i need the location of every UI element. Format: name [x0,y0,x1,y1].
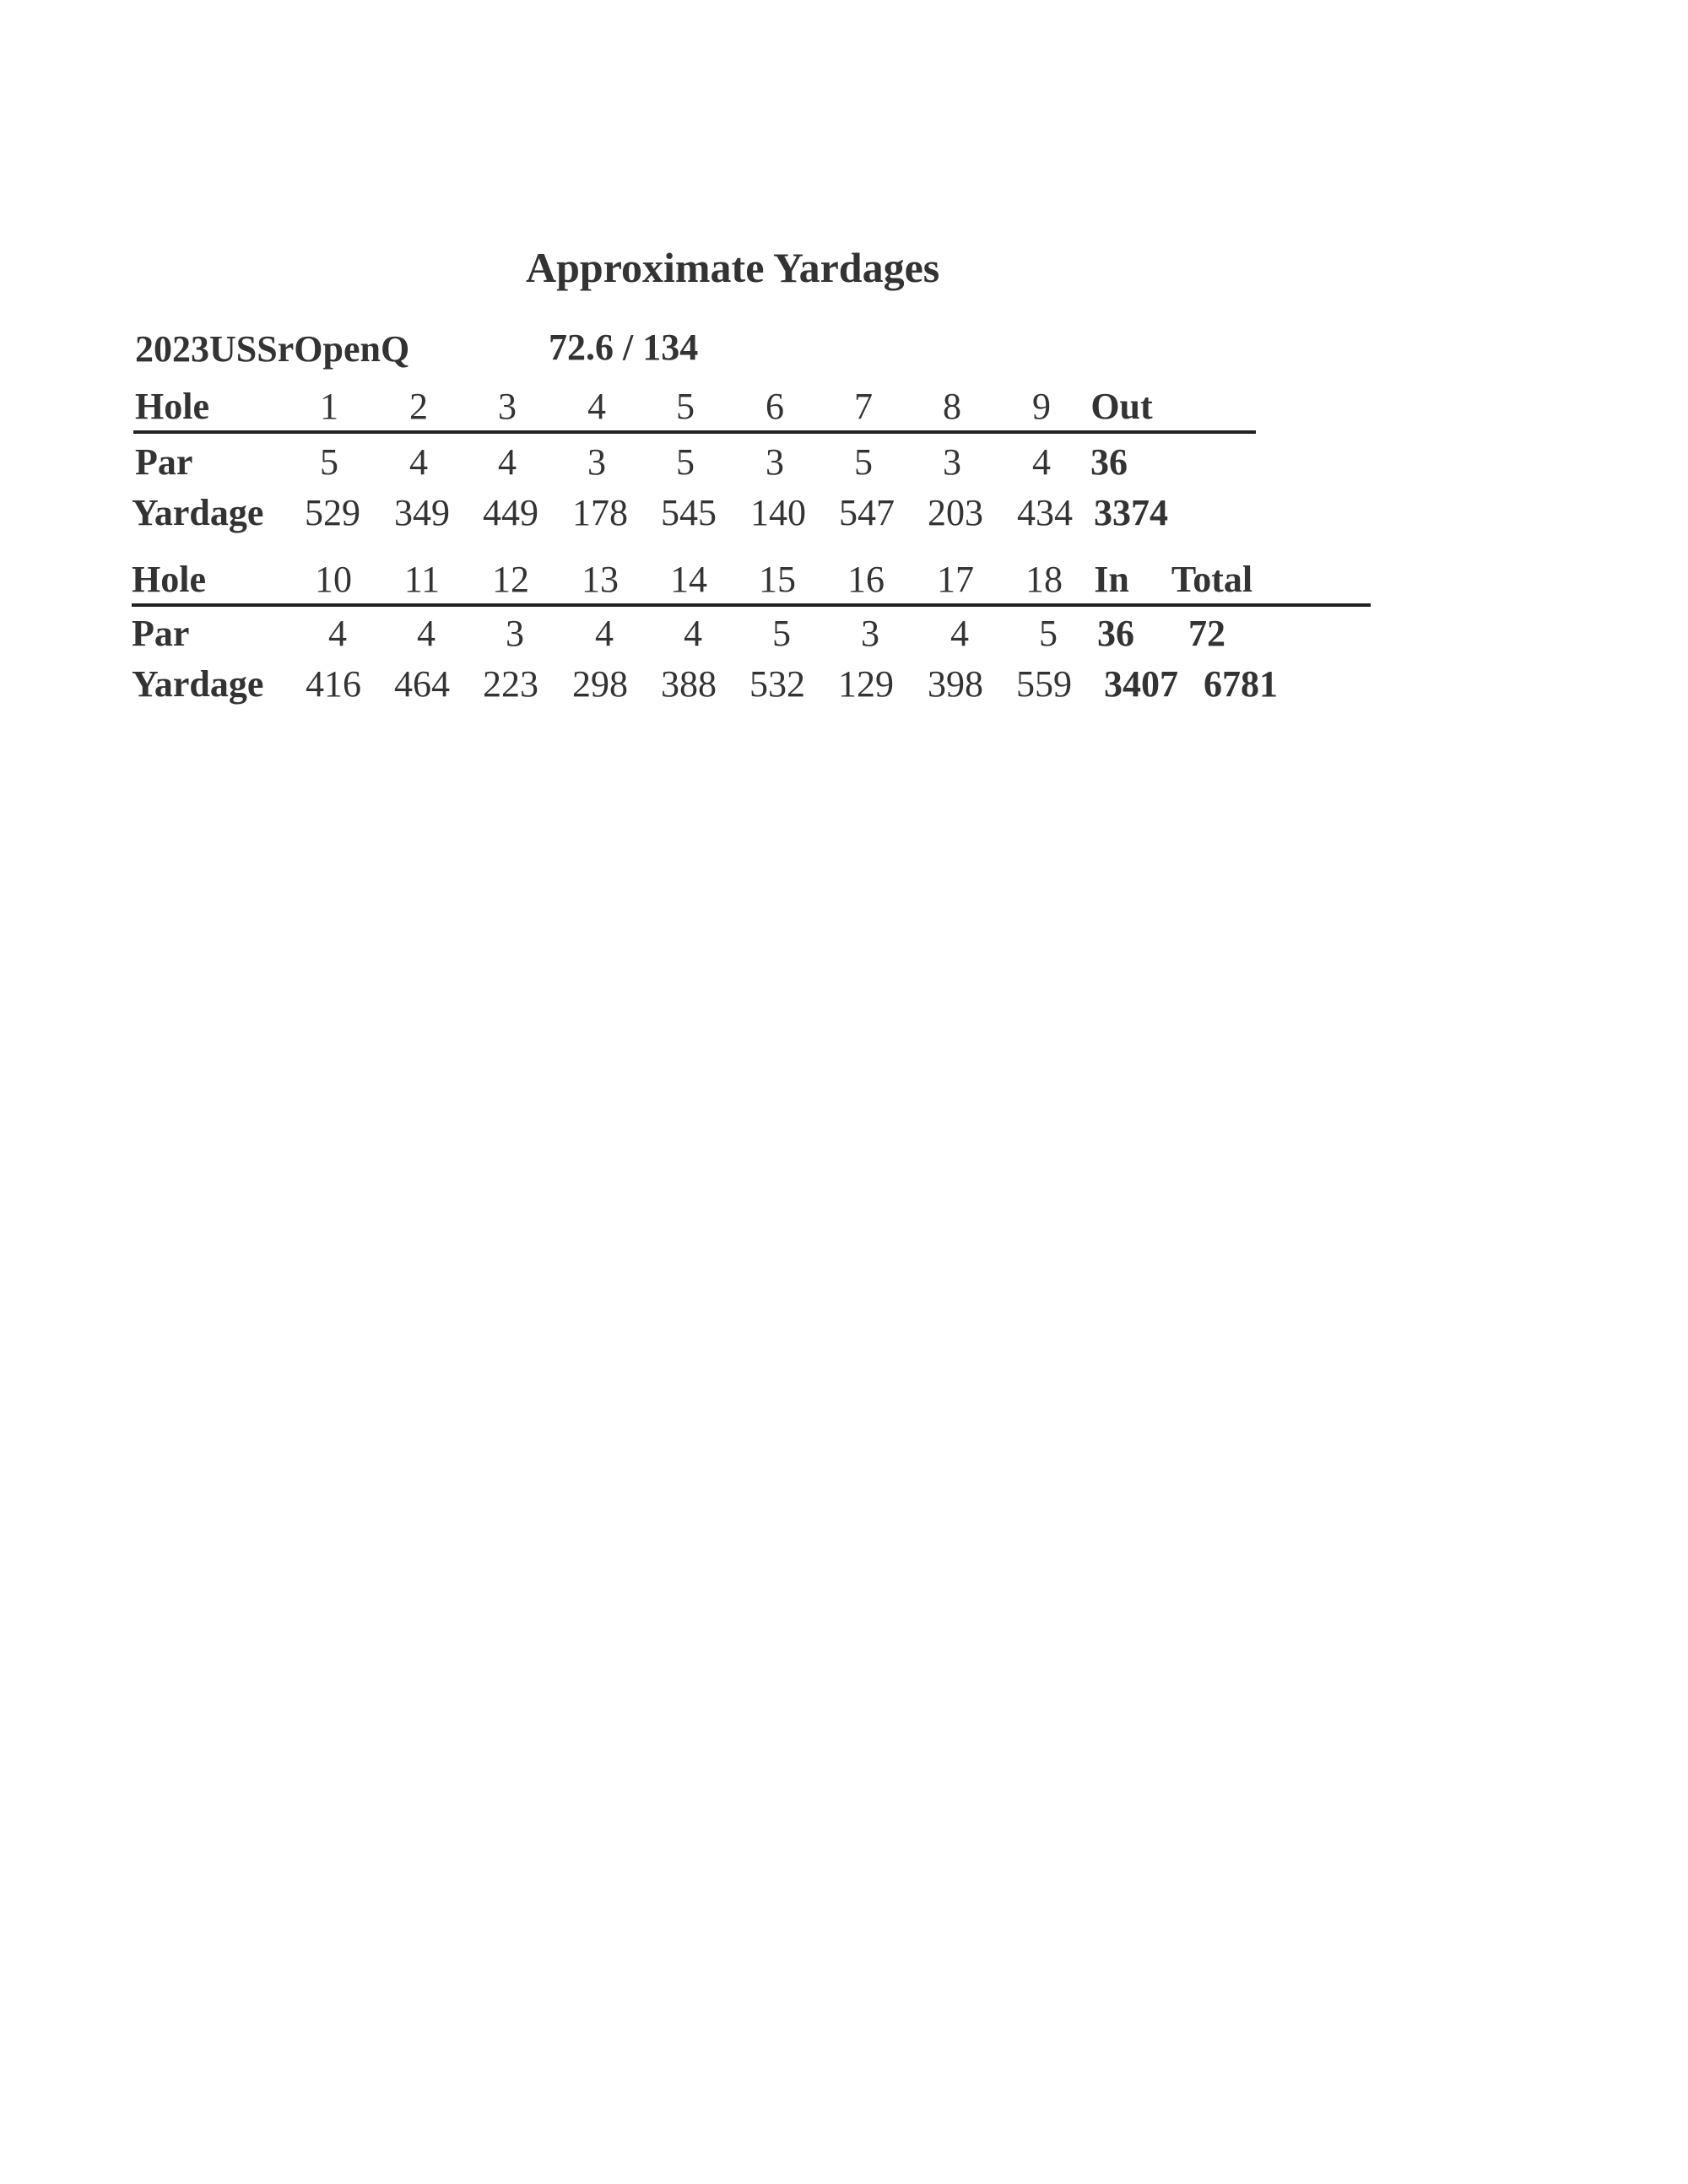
back-par-value: 4 [684,613,702,654]
back-hole-label: Hole [132,559,206,600]
front-yardage-value: 140 [750,492,806,533]
front-yardage-value: 545 [661,492,717,533]
back-hole-number: 10 [315,559,352,600]
front-par-value: 4 [498,441,517,483]
front-hole-number: 9 [1032,386,1051,427]
front-yardage-value: 178 [572,492,628,533]
front-par-value: 3 [943,441,961,483]
back-hole-number: 18 [1025,559,1063,600]
back-par-value: 4 [417,613,436,654]
front-yardage-value: 529 [305,492,360,533]
back-yardage-value: 532 [749,663,805,705]
back-yardage-value: 388 [661,663,717,705]
front-hole-number: 5 [676,386,695,427]
back-yardage-value: 129 [838,663,894,705]
back-yardage-value: 559 [1016,663,1072,705]
back-par-in: 36 [1097,613,1134,654]
back-par-value: 4 [950,613,969,654]
back-yardage-value: 298 [572,663,628,705]
back-hole-number: 13 [582,559,619,600]
back-par-value: 3 [506,613,524,654]
back-hole-number: 11 [403,559,441,600]
front-par-value: 5 [320,441,338,483]
front-hole-number: 1 [320,386,338,427]
back-par-value: 4 [328,613,347,654]
front-par-out: 36 [1090,441,1128,483]
front-hole-number: 4 [587,386,606,427]
front-hole-label: Hole [135,386,209,427]
back-in-label: In [1094,559,1129,600]
back-par-label: Par [132,613,190,654]
front-yardage-label: Yardage [132,492,264,533]
back-hole-number: 17 [937,559,974,600]
back-yardage-value: 398 [928,663,983,705]
front-hole-number: 6 [766,386,784,427]
page-title: Approximate Yardages [526,244,940,291]
front-yardage-out: 3374 [1094,492,1168,533]
front-par-value: 5 [854,441,873,483]
front-par-value: 3 [587,441,606,483]
rating-slope: 72.6 / 134 [549,327,699,368]
back-par-total: 72 [1188,613,1225,654]
course-code: 2023USSrOpenQ [135,328,410,370]
back-hole-number: 15 [759,559,796,600]
front-out-label: Out [1090,386,1153,427]
front-yardage-value: 449 [483,492,538,533]
front-header-rule [133,430,1256,434]
back-hole-number: 14 [670,559,707,600]
back-yardage-value: 464 [394,663,450,705]
back-hole-number: 12 [492,559,529,600]
back-par-value: 5 [772,613,791,654]
back-par-value: 3 [861,613,879,654]
front-yardage-value: 349 [394,492,450,533]
back-yardage-in: 3407 [1104,663,1178,705]
front-par-label: Par [135,441,193,483]
front-yardage-value: 434 [1017,492,1073,533]
back-total-label: Total [1171,559,1253,600]
back-header-rule [132,603,1371,607]
front-hole-number: 2 [409,386,428,427]
front-yardage-value: 203 [928,492,983,533]
front-hole-number: 3 [498,386,517,427]
front-hole-number: 7 [854,386,873,427]
back-yardage-value: 416 [306,663,361,705]
back-yardage-label: Yardage [132,663,264,705]
back-par-value: 4 [595,613,614,654]
back-yardage-value: 223 [483,663,538,705]
front-par-value: 5 [676,441,695,483]
front-hole-number: 8 [943,386,961,427]
front-par-value: 4 [1032,441,1051,483]
front-par-value: 4 [409,441,428,483]
front-yardage-value: 547 [839,492,895,533]
back-par-value: 5 [1039,613,1058,654]
back-hole-number: 16 [847,559,885,600]
back-yardage-total: 6781 [1204,663,1278,705]
front-par-value: 3 [766,441,784,483]
